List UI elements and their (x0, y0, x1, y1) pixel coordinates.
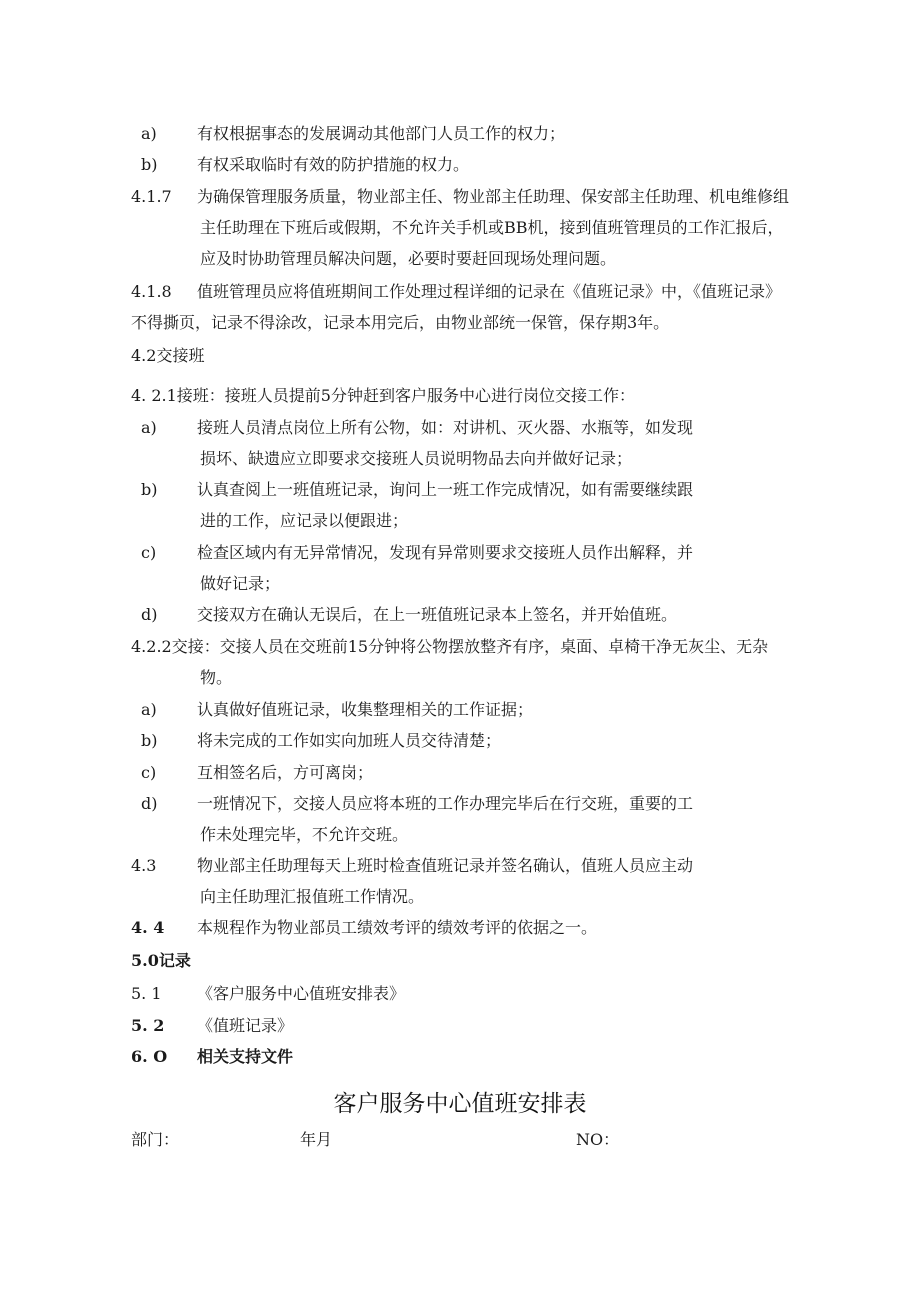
clause-text: 值班管理员应将值班期间工作处理过程详细的记录在《值班记录》中，《值班记录》 (197, 282, 782, 301)
clause-number: 4. 4 (131, 918, 165, 937)
item-text: 认真查阅上一班值班记录，询问上一班工作完成情况，如有需要继续跟 (197, 480, 694, 499)
dept-label: 部门： (131, 1130, 180, 1149)
item-text: 一班情况下，交接人员应将本班的工作办理完毕后在行交班，重要的工 (197, 794, 694, 813)
section-heading: 5.0记录 (131, 951, 191, 970)
record-text: 《值班记录》 (197, 1016, 294, 1035)
item-text-cont: 作未处理完毕，不允许交班。 (200, 825, 409, 844)
section-number: 6. O (131, 1047, 168, 1066)
item-label: d) (141, 605, 158, 624)
item-label: b) (141, 155, 158, 174)
clause-number: 4.1.8 (131, 282, 172, 301)
item-text: 有权根据事态的发展调动其他部门人员工作的权力； (197, 124, 566, 143)
item-label: a) (141, 124, 157, 143)
record-number: 5. 2 (131, 1016, 165, 1035)
subsection-heading: 4.2.2交接：交接人员在交班前15分钟将公物摆放整齐有序，桌面、卓椅干净无灰尘、无杂 (131, 637, 769, 656)
item-text: 接班人员清点岗位上所有公物，如：对讲机、灭火器、水瓶等，如发现 (197, 418, 694, 437)
clause-text-cont: 不得撕页，记录不得涂改，记录本用完后，由物业部统一保管，保存期3年。 (131, 313, 670, 332)
item-label: a) (141, 418, 157, 437)
section-heading: 4.2交接班 (131, 346, 205, 365)
record-number: 5. 1 (131, 984, 162, 1003)
item-text: 交接双方在确认无误后，在上一班值班记录本上签名，并开始值班。 (197, 605, 678, 624)
item-text: 认真做好值班记录，收集整理相关的工作证据； (197, 700, 534, 719)
no-label: NO： (576, 1130, 620, 1149)
item-text: 互相签名后，方可离岗； (197, 763, 374, 782)
item-text: 将未完成的工作如实向加班人员交待清楚； (197, 731, 502, 750)
clause-text: 本规程作为物业部员工绩效考评的绩效考评的依据之一。 (197, 918, 598, 937)
clause-number: 4.3 (131, 856, 157, 875)
clause-text-cont: 应及时协助管理员解决问题，必要时要赶回现场处理问题。 (200, 249, 617, 268)
clause-text-cont: 向主任助理汇报值班工作情况。 (200, 887, 425, 906)
item-label: c) (141, 543, 157, 562)
section-heading: 相关支持文件 (197, 1047, 294, 1066)
clause-text: 物业部主任助理每天上班时检查值班记录并签名确认，值班人员应主动 (197, 856, 694, 875)
clause-text-cont: 主任助理在下班后或假期，不允许关手机或BB机，接到值班管理员的工作汇报后， (200, 218, 784, 237)
subsection-heading: 4. 2.1接班：接班人员提前5分钟赶到客户服务中心进行岗位交接工作： (131, 386, 635, 405)
clause-text: 为确保管理服务质量，物业部主任、物业部主任助理、保安部主任助理、机电维修组 (197, 187, 790, 206)
item-text-cont: 做好记录； (200, 574, 281, 593)
item-text: 有权采取临时有效的防护措施的权力。 (197, 155, 470, 174)
item-label: c) (141, 763, 157, 782)
record-text: 《客户服务中心值班安排表》 (197, 984, 406, 1003)
item-label: a) (141, 700, 157, 719)
table-title: 客户服务中心值班安排表 (333, 1091, 587, 1117)
subsection-text-cont: 物。 (200, 668, 233, 687)
item-label: b) (141, 480, 158, 499)
month-label: 年月 (300, 1130, 333, 1149)
clause-number: 4.1.7 (131, 187, 172, 206)
item-text-cont: 进的工作，应记录以便跟进； (200, 511, 409, 530)
item-label: b) (141, 731, 158, 750)
item-text-cont: 损坏、缺遗应立即要求交接班人员说明物品去向并做好记录； (200, 449, 633, 468)
item-text: 检查区域内有无异常情况，发现有异常则要求交接班人员作出解释，并 (197, 543, 694, 562)
item-label: d) (141, 794, 158, 813)
